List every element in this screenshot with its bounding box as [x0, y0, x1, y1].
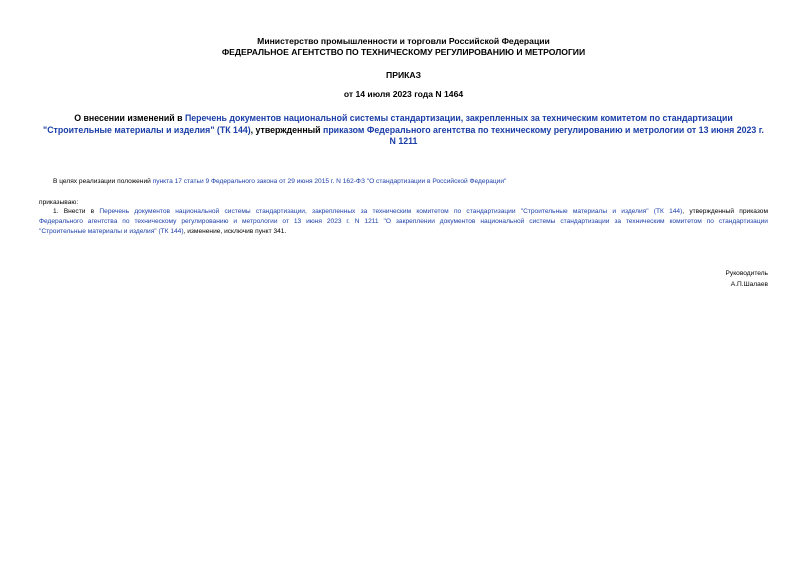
- item-1-committee-link[interactable]: "Строительные материалы и изделия" (ТК 144): [39, 228, 184, 235]
- document-title: [36, 113, 771, 148]
- title-line-1: [36, 113, 771, 125]
- title-link-order-number[interactable]: N 1211: [389, 136, 418, 147]
- title-link-order[interactable]: приказом Федерального агентства по техническому регулированию и метрологии от 13 июня 2023 г.: [323, 124, 764, 135]
- item-1-suffix: , утвержденный приказом: [682, 208, 768, 215]
- preamble-prefix: В целях реализации положений: [53, 178, 153, 185]
- item-1-list-link[interactable]: Перечень документов национальной системы стандартизации, закрепленных за техническим комитетом по стандартизации "Строительные материалы и изделия" (ТК 144): [99, 208, 683, 215]
- ministry-name: Министерство промышленности и торговли Российской Федерации: [257, 36, 550, 46]
- title-line-3: [36, 136, 771, 148]
- title-link-list[interactable]: Перечень документов национальной системы стандартизации, закрепленных за техническим комитетом по стандартизации: [184, 113, 733, 123]
- signature-name: А.П.Шалаев: [730, 281, 768, 288]
- agency-name: ФЕДЕРАЛЬНОЕ АГЕНТСТВО ПО ТЕХНИЧЕСКОМУ РЕГУЛИРОВАНИЮ И МЕТРОЛОГИИ: [221, 47, 586, 57]
- document-date-number: от 14 июля 2023 года N 1464: [343, 89, 464, 99]
- item-1-line-3: [39, 227, 768, 237]
- document-type: ПРИКАЗ: [386, 70, 421, 80]
- preamble-law-link[interactable]: пункта 17 статьи 9 Федерального закона от 29 июня 2015 г. N 162-ФЗ "О стандартизации в Российской Федерации": [152, 178, 507, 185]
- title-prefix: О внесении изменений в: [74, 113, 185, 123]
- item-1-order-link[interactable]: Федерального агентства по техническому регулированию и метрологии от 13 июня 2023 г. N 1211 "О закреплении документов национальной системы стандартизации за техническим комитетом по стандартизации: [39, 218, 768, 225]
- item-1-paragraph: [39, 207, 768, 237]
- order-word: приказываю:: [39, 199, 79, 206]
- title-line-2: [36, 125, 771, 137]
- preamble: [53, 177, 506, 187]
- title-link-committee[interactable]: "Строительные материалы и изделия" (ТК 144): [43, 124, 251, 135]
- title-mid: , утвержденный: [250, 124, 323, 135]
- signature-role: Руководитель: [725, 270, 768, 277]
- item-1-line-2: [39, 217, 768, 227]
- item-1-end: , изменение, исключив пункт 341.: [183, 228, 287, 235]
- item-1-line-1: [39, 207, 768, 217]
- item-1-prefix: 1. Внести в: [53, 208, 100, 215]
